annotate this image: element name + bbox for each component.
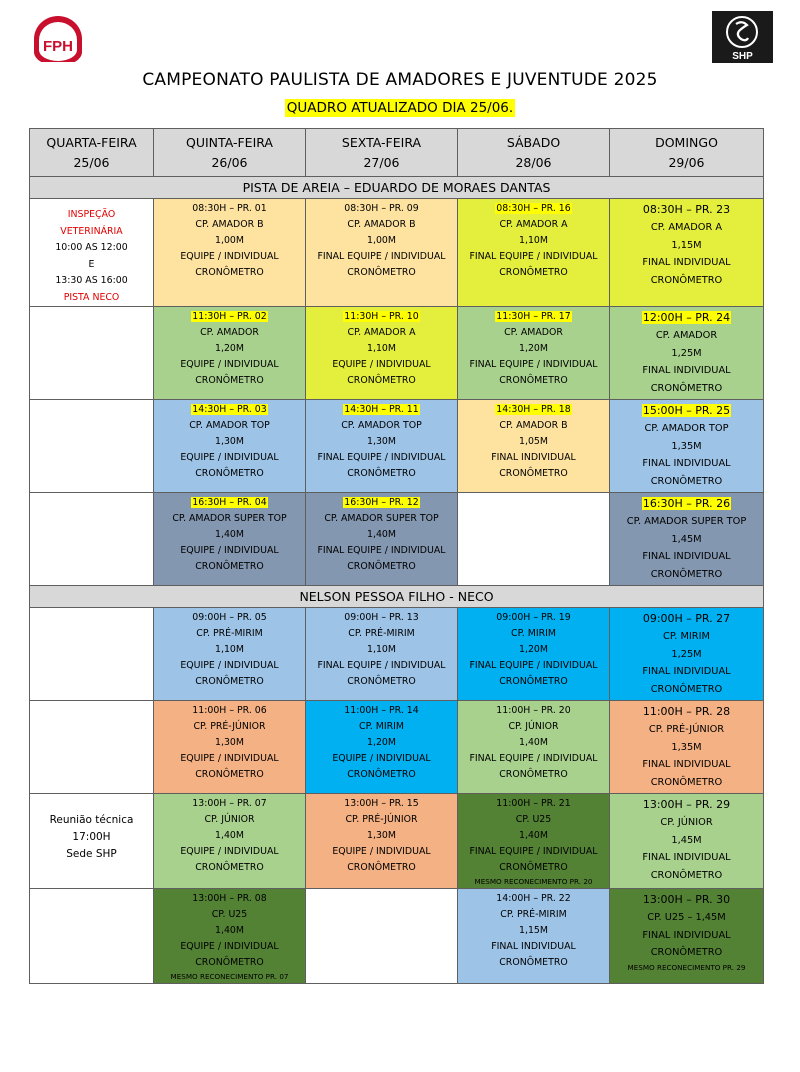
- event-line: 1,30M: [367, 830, 396, 841]
- event-line: CP. AMADOR: [200, 327, 259, 338]
- event-line: CP. AMADOR B: [195, 219, 264, 230]
- event-time: 13:00H – PR. 30: [642, 893, 731, 906]
- event-line: 1,25M: [671, 347, 702, 359]
- event-time: 11:00H – PR. 21: [496, 798, 571, 809]
- event-line: 1,30M: [215, 436, 244, 447]
- event-time: 08:30H – PR. 09: [344, 203, 419, 214]
- inspection-place: PISTA NECO: [63, 291, 120, 303]
- event-time: 11:00H – PR. 06: [192, 705, 267, 716]
- event-line: CRONÔMETRO: [499, 676, 568, 687]
- inspection-label: VETERINÁRIA: [60, 225, 123, 237]
- schedule-row: [30, 199, 764, 307]
- event-line: CRONÔMETRO: [499, 957, 568, 968]
- event-line: 1,40M: [215, 529, 244, 540]
- event-time: 15:00H – PR. 25: [642, 404, 731, 417]
- inspection-label: INSPEÇÃO: [67, 209, 116, 220]
- wednesday-cell: [30, 701, 154, 794]
- empty-cell: [458, 493, 610, 586]
- event-time: 11:00H – PR. 14: [344, 705, 419, 716]
- event-line: 1,15M: [671, 239, 702, 251]
- event-line: 1,35M: [671, 440, 702, 452]
- event-line: CRONÔMETRO: [650, 275, 723, 287]
- event-time: 11:30H – PR. 02: [192, 311, 267, 322]
- event-line: 1,45M: [671, 533, 702, 545]
- event-line: 1,20M: [519, 343, 548, 354]
- event-line: CP. JÚNIOR: [204, 814, 255, 825]
- inspection-time: 10:00 AS 12:00: [55, 242, 128, 253]
- event-line: CP. JÚNIOR: [508, 721, 559, 732]
- event-line: CRONÔMETRO: [499, 769, 568, 780]
- event-line: FINAL INDIVIDUAL: [491, 452, 576, 463]
- event-time: 14:00H – PR. 22: [496, 893, 571, 904]
- event-cell: [154, 199, 306, 307]
- schedule-row: [30, 307, 764, 400]
- event-line: CRONÔMETRO: [499, 468, 568, 479]
- event-line: CRONÔMETRO: [499, 267, 568, 278]
- event-line: CP. PRÉ-JÚNIOR: [193, 721, 266, 732]
- event-line: EQUIPE / INDIVIDUAL: [180, 846, 279, 857]
- event-note: MESMO RECONECIMENTO PR. 29: [627, 963, 746, 973]
- event-line: CP. PRÉ-JÚNIOR: [648, 723, 725, 735]
- event-line: 1,40M: [519, 830, 548, 841]
- event-line: 1,10M: [215, 644, 244, 655]
- technical-meeting: [30, 794, 153, 863]
- event-line: EQUIPE / INDIVIDUAL: [180, 251, 279, 262]
- event-line: CP. AMADOR SUPER TOP: [626, 515, 747, 527]
- day-name: QUINTA-FEIRA: [186, 134, 273, 150]
- wednesday-cell: [30, 794, 154, 889]
- event-line: 1,40M: [519, 737, 548, 748]
- event-time: 16:30H – PR. 12: [344, 497, 419, 508]
- event-line: CRONÔMETRO: [650, 684, 723, 696]
- event-line: CRONÔMETRO: [195, 561, 264, 572]
- event-cell: [154, 400, 306, 493]
- event-cell: [610, 701, 764, 794]
- day-name: DOMINGO: [655, 134, 718, 150]
- event-time: 16:30H – PR. 26: [642, 497, 731, 510]
- event-time: 09:00H – PR. 27: [642, 612, 731, 625]
- schedule-table: [29, 128, 764, 984]
- event-cell: [610, 794, 764, 889]
- wednesday-cell: [30, 493, 154, 586]
- event-line: CRONÔMETRO: [499, 862, 568, 873]
- event-line: 1,05M: [519, 436, 548, 447]
- event-time: 08:30H – PR. 23: [642, 203, 731, 216]
- event-cell: [610, 608, 764, 701]
- event-line: EQUIPE / INDIVIDUAL: [180, 545, 279, 556]
- day-date: 28/06: [515, 154, 552, 170]
- event-line: FINAL EQUIPE / INDIVIDUAL: [317, 660, 446, 671]
- event-line: EQUIPE / INDIVIDUAL: [332, 753, 431, 764]
- event-cell: [306, 199, 458, 307]
- section-areia: [30, 177, 764, 199]
- day-date: 29/06: [668, 154, 705, 170]
- event-line: FINAL INDIVIDUAL: [642, 852, 731, 864]
- event-line: CP. AMADOR TOP: [189, 420, 270, 431]
- event-line: FINAL INDIVIDUAL: [642, 365, 731, 377]
- wednesday-cell: [30, 889, 154, 984]
- event-cell: [610, 307, 764, 400]
- schedule-row: [30, 608, 764, 701]
- event-cell: [306, 794, 458, 889]
- event-line: FINAL EQUIPE / INDIVIDUAL: [317, 251, 446, 262]
- event-line: CRONÔMETRO: [650, 777, 723, 789]
- section-neco: [30, 586, 764, 608]
- shp-logo-text: SHP: [732, 51, 753, 62]
- wednesday-cell: [30, 199, 154, 307]
- event-line: 1,40M: [215, 830, 244, 841]
- event-line: CP. AMADOR: [504, 327, 563, 338]
- day-header: [458, 129, 610, 177]
- event-cell: [458, 608, 610, 701]
- event-line: FINAL EQUIPE / INDIVIDUAL: [469, 753, 598, 764]
- schedule-row: [30, 400, 764, 493]
- event-line: CP. AMADOR B: [347, 219, 416, 230]
- event-time: 14:30H – PR. 18: [496, 404, 571, 415]
- day-date: 26/06: [211, 154, 248, 170]
- event-line: FINAL EQUIPE / INDIVIDUAL: [317, 545, 446, 556]
- event-line: EQUIPE / INDIVIDUAL: [332, 846, 431, 857]
- event-line: CRONÔMETRO: [195, 957, 264, 968]
- event-line: CP. AMADOR TOP: [341, 420, 422, 431]
- wednesday-cell: [30, 307, 154, 400]
- event-line: FINAL EQUIPE / INDIVIDUAL: [469, 251, 598, 262]
- update-note: [0, 100, 800, 116]
- event-time: 11:00H – PR. 20: [496, 705, 571, 716]
- event-cell: [306, 400, 458, 493]
- event-line: EQUIPE / INDIVIDUAL: [180, 359, 279, 370]
- event-line: CP. U25 – 1,45M: [647, 911, 726, 923]
- event-line: FINAL INDIVIDUAL: [642, 257, 731, 269]
- event-cell: [154, 889, 306, 984]
- event-note: MESMO RECONECIMENTO PR. 07: [170, 972, 289, 981]
- event-line: 1,30M: [215, 737, 244, 748]
- event-cell: [154, 701, 306, 794]
- meeting-label: Reunião técnica: [49, 814, 134, 826]
- event-time: 09:00H – PR. 13: [344, 612, 419, 623]
- meeting-time: 17:00H: [72, 831, 111, 843]
- event-cell: [458, 400, 610, 493]
- event-line: 1,25M: [671, 648, 702, 660]
- event-note: MESMO RECONECIMENTO PR. 20: [474, 877, 593, 886]
- event-line: FINAL EQUIPE / INDIVIDUAL: [469, 660, 598, 671]
- event-line: CP. MIRIM: [511, 628, 556, 639]
- event-line: CRONÔMETRO: [347, 468, 416, 479]
- event-line: 1,40M: [367, 529, 396, 540]
- event-line: 1,10M: [367, 644, 396, 655]
- day-header: [30, 129, 154, 177]
- meeting-place: Sede SHP: [66, 848, 117, 860]
- event-line: CRONÔMETRO: [195, 468, 264, 479]
- schedule-row: [30, 701, 764, 794]
- event-line: EQUIPE / INDIVIDUAL: [180, 660, 279, 671]
- day-name: SÁBADO: [506, 134, 561, 150]
- day-header: [306, 129, 458, 177]
- event-line: CP. PRÉ-MIRIM: [196, 628, 263, 639]
- event-line: CRONÔMETRO: [650, 870, 723, 882]
- event-cell: [610, 400, 764, 493]
- fph-logo: [30, 12, 86, 62]
- event-line: FINAL INDIVIDUAL: [491, 941, 576, 952]
- event-time: 13:00H – PR. 08: [192, 893, 267, 904]
- event-time: 08:30H – PR. 16: [496, 203, 571, 214]
- event-line: CRONÔMETRO: [347, 769, 416, 780]
- schedule-row: [30, 794, 764, 889]
- event-line: CP. PRÉ-JÚNIOR: [345, 814, 418, 825]
- event-cell: [458, 794, 610, 889]
- event-cell: [306, 701, 458, 794]
- event-line: 1,35M: [671, 741, 702, 753]
- event-line: CP. AMADOR B: [499, 420, 568, 431]
- event-line: CRONÔMETRO: [347, 676, 416, 687]
- event-cell: [610, 199, 764, 307]
- event-line: CP. JÚNIOR: [660, 816, 713, 828]
- event-line: EQUIPE / INDIVIDUAL: [180, 753, 279, 764]
- event-cell: [458, 307, 610, 400]
- event-line: CRONÔMETRO: [195, 375, 264, 386]
- event-line: CP. AMADOR TOP: [644, 422, 729, 434]
- day-name: SEXTA-FEIRA: [341, 134, 422, 150]
- fph-logo-text: FPH: [43, 38, 73, 55]
- event-cell: [306, 608, 458, 701]
- event-line: CP. AMADOR: [655, 329, 718, 341]
- event-line: 1,00M: [367, 235, 396, 246]
- event-cell: [154, 493, 306, 586]
- update-note-text: QUADRO ATUALIZADO DIA 25/06.: [286, 100, 514, 116]
- empty-cell: [306, 889, 458, 984]
- event-cell: [306, 307, 458, 400]
- event-cell: [154, 794, 306, 889]
- event-time: 11:00H – PR. 28: [642, 705, 731, 718]
- event-line: CP. AMADOR SUPER TOP: [172, 513, 287, 524]
- event-time: 08:30H – PR. 01: [192, 203, 267, 214]
- schedule-row: [30, 493, 764, 586]
- event-line: 1,20M: [215, 343, 244, 354]
- event-time: 09:00H – PR. 19: [496, 612, 571, 623]
- event-line: CP. AMADOR A: [650, 221, 723, 233]
- event-line: FINAL INDIVIDUAL: [642, 458, 731, 470]
- event-line: CP. U25: [211, 909, 248, 920]
- vet-inspection: [30, 199, 153, 306]
- wednesday-cell: [30, 400, 154, 493]
- event-line: FINAL INDIVIDUAL: [642, 929, 731, 941]
- event-line: CP. AMADOR SUPER TOP: [324, 513, 439, 524]
- event-line: 1,00M: [215, 235, 244, 246]
- event-line: CRONÔMETRO: [347, 862, 416, 873]
- event-time: 14:30H – PR. 03: [192, 404, 267, 415]
- event-line: EQUIPE / INDIVIDUAL: [180, 941, 279, 952]
- day-header: [154, 129, 306, 177]
- event-cell: [610, 493, 764, 586]
- event-time: 13:00H – PR. 29: [642, 798, 731, 811]
- event-line: EQUIPE / INDIVIDUAL: [180, 452, 279, 463]
- event-line: CP. MIRIM: [663, 630, 710, 642]
- event-line: FINAL INDIVIDUAL: [642, 666, 731, 678]
- section-title: NELSON PESSOA FILHO - NECO: [30, 586, 764, 608]
- event-cell: [306, 493, 458, 586]
- event-line: FINAL INDIVIDUAL: [642, 551, 731, 563]
- event-line: CP. MIRIM: [359, 721, 404, 732]
- event-cell: [154, 307, 306, 400]
- event-time: 11:30H – PR. 10: [344, 311, 419, 322]
- event-line: CRONÔMETRO: [347, 375, 416, 386]
- event-line: CP. PRÉ-MIRIM: [500, 909, 567, 920]
- event-line: 1,15M: [519, 925, 548, 936]
- event-time: 13:00H – PR. 15: [344, 798, 419, 809]
- event-line: 1,10M: [519, 235, 548, 246]
- event-time: 14:30H – PR. 11: [344, 404, 419, 415]
- event-line: CRONÔMETRO: [650, 383, 723, 395]
- shp-logo: [712, 11, 773, 63]
- section-title: PISTA DE AREIA – EDUARDO DE MORAES DANTAS: [30, 177, 764, 199]
- event-line: 1,10M: [367, 343, 396, 354]
- event-line: CP. U25: [515, 814, 552, 825]
- inspection-and: E: [88, 258, 95, 270]
- header-row: [30, 129, 764, 177]
- event-line: FINAL EQUIPE / INDIVIDUAL: [469, 359, 598, 370]
- event-time: 13:00H – PR. 07: [192, 798, 267, 809]
- event-line: CRONÔMETRO: [347, 267, 416, 278]
- event-time: 12:00H – PR. 24: [642, 311, 731, 324]
- page-title: CAMPEONATO PAULISTA DE AMADORES E JUVENTUDE 2025: [142, 70, 658, 90]
- inspection-time: 13:30 AS 16:00: [55, 275, 128, 286]
- event-cell: [458, 889, 610, 984]
- event-line: 1,40M: [215, 925, 244, 936]
- schedule-row: [30, 889, 764, 984]
- event-line: CRONÔMETRO: [195, 769, 264, 780]
- day-header: [610, 129, 764, 177]
- event-line: CP. AMADOR A: [347, 327, 416, 338]
- event-line: FINAL EQUIPE / INDIVIDUAL: [469, 846, 598, 857]
- wednesday-cell: [30, 608, 154, 701]
- event-line: CRONÔMETRO: [195, 676, 264, 687]
- event-cell: [610, 889, 764, 984]
- event-line: EQUIPE / INDIVIDUAL: [332, 359, 431, 370]
- event-line: CRONÔMETRO: [195, 267, 264, 278]
- event-line: CRONÔMETRO: [650, 947, 723, 959]
- event-line: 1,20M: [519, 644, 548, 655]
- event-line: CRONÔMETRO: [650, 569, 723, 581]
- event-time: 11:30H – PR. 17: [496, 311, 571, 322]
- event-line: CP. AMADOR A: [499, 219, 568, 230]
- event-line: CRONÔMETRO: [347, 561, 416, 572]
- event-line: 1,20M: [367, 737, 396, 748]
- event-cell: [458, 701, 610, 794]
- event-line: FINAL EQUIPE / INDIVIDUAL: [317, 452, 446, 463]
- event-line: 1,45M: [671, 834, 702, 846]
- event-time: 16:30H – PR. 04: [192, 497, 267, 508]
- event-line: CRONÔMETRO: [499, 375, 568, 386]
- event-line: CP. PRÉ-MIRIM: [348, 628, 415, 639]
- event-line: CRONÔMETRO: [650, 476, 723, 488]
- event-cell: [458, 199, 610, 307]
- day-date: 27/06: [363, 154, 400, 170]
- day-date: 25/06: [73, 154, 110, 170]
- event-line: FINAL INDIVIDUAL: [642, 759, 731, 771]
- event-time: 09:00H – PR. 05: [192, 612, 267, 623]
- event-line: CRONÔMETRO: [195, 862, 264, 873]
- day-name: QUARTA-FEIRA: [46, 134, 137, 150]
- event-line: 1,30M: [367, 436, 396, 447]
- event-cell: [154, 608, 306, 701]
